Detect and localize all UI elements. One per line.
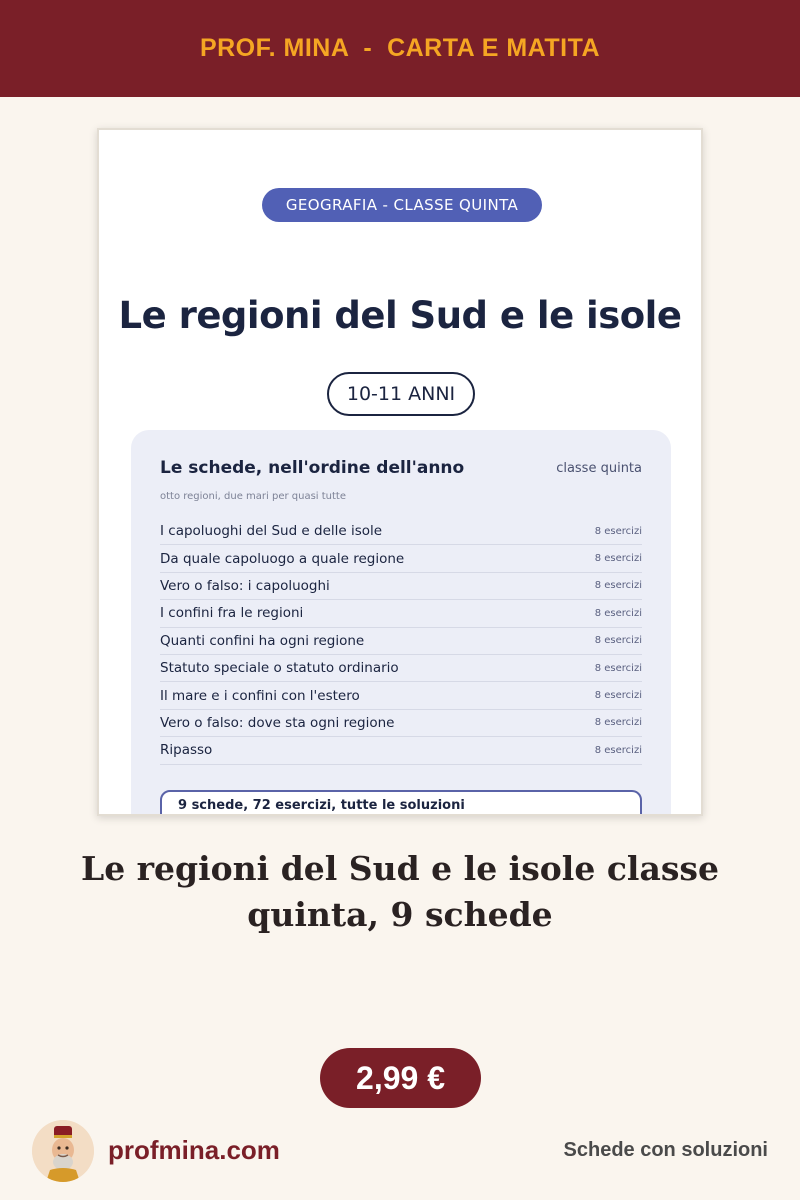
panel-subtitle: otto regioni, due mari per quasi tutte	[160, 491, 346, 502]
worksheet-list	[160, 518, 642, 765]
list-item-title: Vero o falso: i capoluoghi	[160, 577, 330, 594]
summary-box	[160, 790, 642, 816]
price-button[interactable]: 2,99 €	[320, 1048, 481, 1108]
product-title-line-2: quinta, 9 schede	[247, 895, 553, 934]
product-preview-card[interactable]	[97, 128, 703, 816]
top-banner	[0, 0, 800, 97]
list-item	[160, 682, 642, 709]
list-item-count: 8 esercizi	[594, 553, 642, 565]
list-item	[160, 655, 642, 682]
worksheet-title: Le regioni del Sud e le isole	[118, 294, 682, 337]
list-item-count: 8 esercizi	[594, 525, 642, 537]
panel-heading: Le schede, nell'ordine dell'anno	[160, 458, 465, 478]
product-title-line-1: Le regioni del Sud e le isole classe	[80, 849, 719, 888]
list-item-title: Da quale capoluogo a quale regione	[160, 550, 405, 567]
product-title	[40, 846, 760, 938]
banner-text: PROF. MINA - CARTA E MATITA	[199, 34, 601, 62]
list-item-title: I capoluoghi del Sud e delle isole	[160, 523, 383, 540]
list-item-title: I confini fra le regioni	[160, 605, 304, 622]
list-item-count: 8 esercizi	[594, 717, 642, 729]
list-item	[160, 710, 642, 737]
tagline: Schede con soluzioni	[563, 1139, 768, 1161]
list-item-title: Quanti confini ha ogni regione	[160, 632, 365, 649]
list-item	[160, 518, 642, 545]
list-item	[160, 573, 642, 600]
list-item-title: Statuto speciale o statuto ordinario	[160, 660, 399, 677]
subject-badge: GEOGRAFIA - CLASSE QUINTA	[262, 188, 542, 222]
list-item-count: 8 esercizi	[594, 635, 642, 647]
site-link[interactable]: profmina.com	[108, 1135, 280, 1165]
list-item-count: 8 esercizi	[594, 662, 642, 674]
panel-class-label: classe quinta	[556, 461, 642, 476]
list-item	[160, 737, 642, 764]
list-item-count: 8 esercizi	[594, 580, 642, 592]
list-item-count: 8 esercizi	[594, 744, 642, 756]
list-item-title: Il mare e i confini con l'estero	[160, 687, 360, 704]
list-item	[160, 545, 642, 572]
age-badge: 10-11 ANNI	[327, 372, 475, 416]
list-item-count: 8 esercizi	[594, 690, 642, 702]
list-item-title: Vero o falso: dove sta ogni regione	[160, 714, 395, 731]
list-item	[160, 628, 642, 655]
summary-text: 9 schede, 72 esercizi, tutte le soluzioni	[178, 798, 465, 813]
list-item	[160, 600, 642, 627]
worksheet-list-panel	[131, 430, 671, 816]
list-item-title: Ripasso	[160, 742, 213, 759]
professor-avatar-icon	[32, 1120, 94, 1182]
list-item-count: 8 esercizi	[594, 607, 642, 619]
